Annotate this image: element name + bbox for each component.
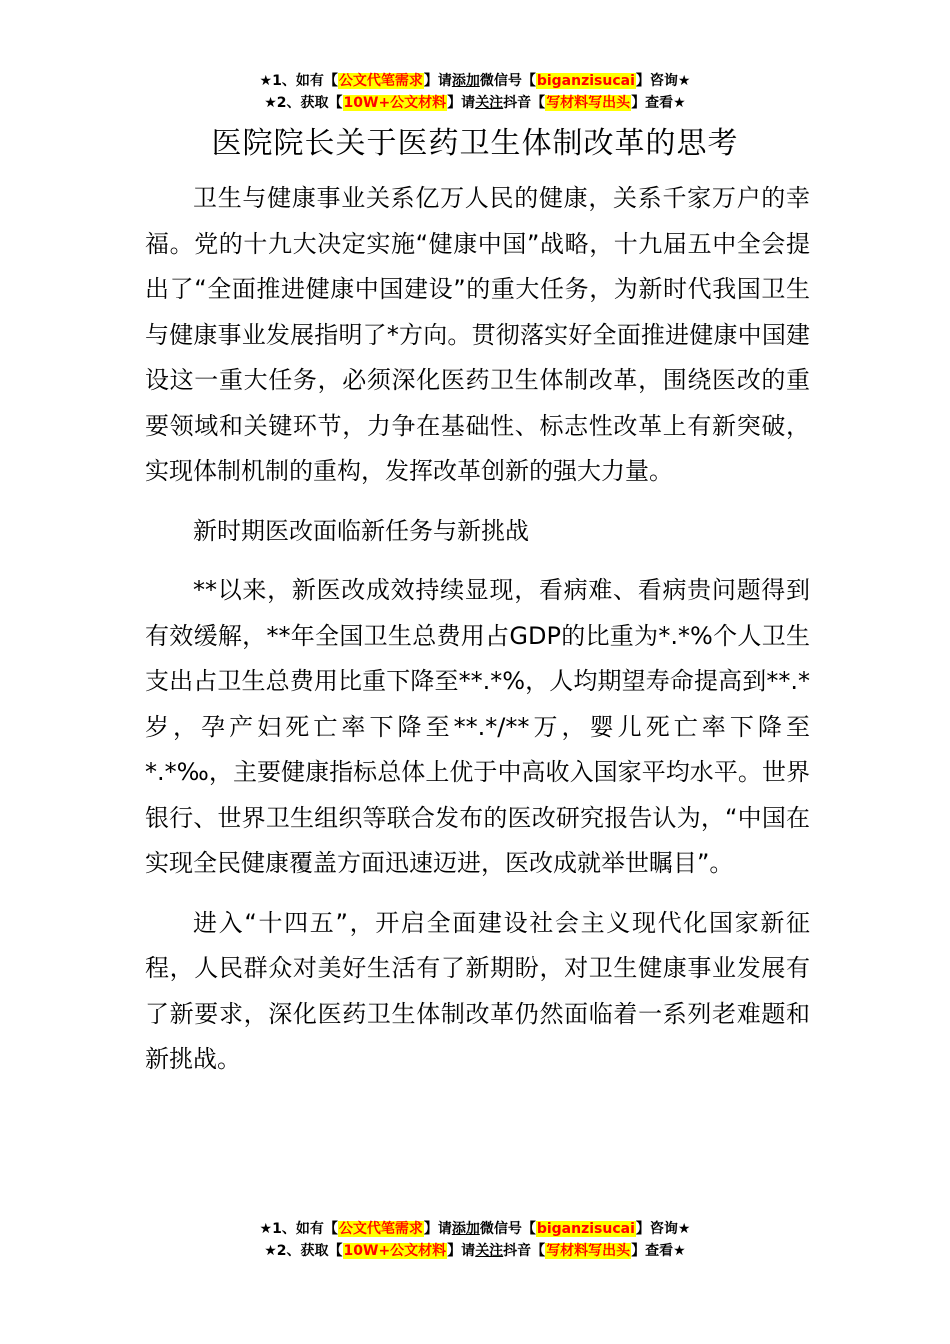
- banner-text: 】查看★: [631, 95, 686, 111]
- banner-text: 微信号【: [479, 1221, 536, 1237]
- document-title: 医院院长关于医药卫生体制改革的思考: [211, 126, 739, 161]
- banner-text: ★2、获取【: [264, 1243, 343, 1259]
- banner-text: 微信号【: [479, 73, 536, 89]
- banner-line-1: [0, 1218, 950, 1240]
- banner-text: 抖音【: [503, 1243, 546, 1259]
- paragraph: 进入“十四五”，开启全面建设社会主义现代化国家新征程，人民群众对美好生活有了新期盼，对卫生健康事业发展有了新要求，深化医药卫生体制改革仍然面临着一系列老难题和新挑战。: [145, 908, 810, 1073]
- document-body: [145, 176, 810, 1097]
- banner-text: ★2、获取【: [264, 95, 343, 111]
- banner-text: 】请: [423, 73, 452, 89]
- footer-banner: [0, 1218, 950, 1262]
- banner-underlined: 关注: [475, 95, 504, 111]
- banner-highlight: 公文代笔需求: [338, 1221, 423, 1237]
- banner-highlight: biganzisucai: [536, 1221, 635, 1237]
- banner-highlight: 写材料写出头: [546, 95, 631, 111]
- banner-text: ★1、如有【: [259, 73, 338, 89]
- banner-line-2: [0, 1240, 950, 1262]
- banner-highlight: 公文代笔需求: [338, 73, 423, 89]
- banner-text: 】查看★: [631, 1243, 686, 1259]
- banner-text: 】请: [447, 1243, 476, 1259]
- banner-text: 】咨询★: [635, 73, 691, 89]
- banner-text: 】请: [447, 95, 476, 111]
- paragraph: **以来，新医改成效持续显现，看病难、看病贵问题得到有效缓解，**年全国卫生总费用占GDP的比重为*.*%个人卫生支出占卫生总费用比重下降至**.*%，人均期望寿命提高到**.*岁，孕产妇死亡率下降至**.*/**万，婴儿死亡率下降至*.*‰，主要健康指标总体上优于中高收入国家平均水平。世界银行、世界卫生组织等联合发布的医改研究报告认为，“中国在实现全民健康覆盖方面迅速迈进，医改成就举世瞩目”。: [145, 576, 810, 877]
- banner-underlined: 添加: [451, 1221, 480, 1237]
- banner-highlight: 写材料写出头: [546, 1243, 631, 1259]
- paragraph: 卫生与健康事业关系亿万人民的健康，关系千家万户的幸福。党的十九大决定实施“健康中国”战略，十九届五中全会提出了“全面推进健康中国建设”的重大任务，为新时代我国卫生与健康事业发展指明了*方向。贯彻落实好全面推进健康中国建设这一重大任务，必须深化医药卫生体制改革，围绕医改的重要领域和关键环节，力争在基础性、标志性改革上有新突破，实现体制机制的重构，发挥改革创新的强大力量。: [145, 184, 810, 485]
- banner-text: 】请: [423, 1221, 452, 1237]
- banner-text: 抖音【: [503, 95, 546, 111]
- banner-underlined: 关注: [475, 1243, 504, 1259]
- header-banner: [0, 70, 950, 114]
- banner-line-2: [0, 92, 950, 114]
- banner-line-1: [0, 70, 950, 92]
- section-heading: 新时期医改面临新任务与新挑战: [193, 516, 529, 545]
- banner-underlined: 添加: [451, 73, 480, 89]
- banner-highlight: 10W+公文材料: [343, 1243, 447, 1259]
- banner-highlight: 10W+公文材料: [343, 95, 447, 111]
- banner-text: 】咨询★: [635, 1221, 691, 1237]
- banner-text: ★1、如有【: [259, 1221, 338, 1237]
- banner-highlight: biganzisucai: [536, 73, 635, 89]
